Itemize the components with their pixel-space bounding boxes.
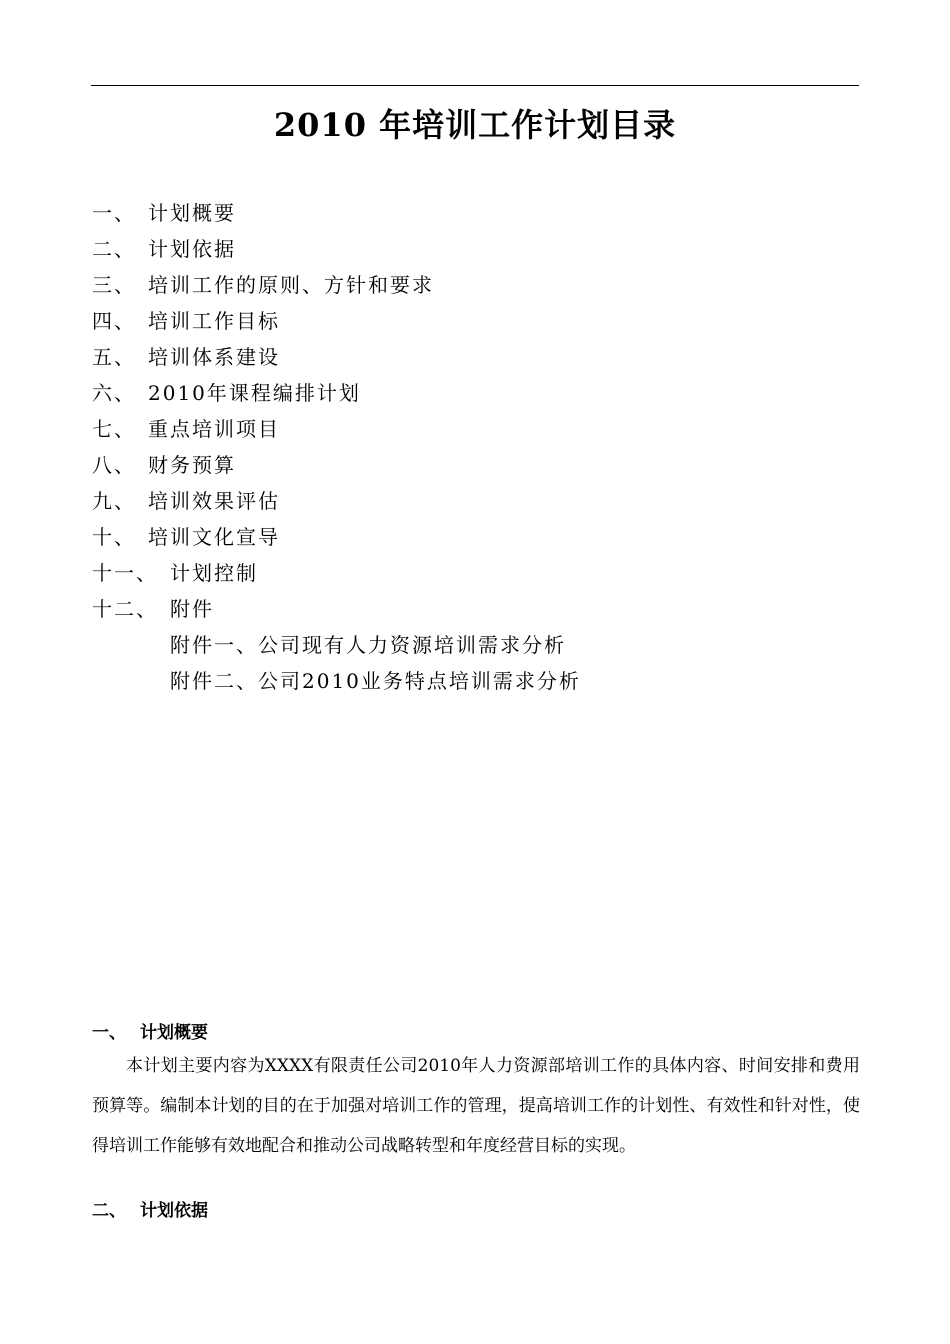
toc-number: 五、 (92, 345, 136, 369)
toc-item[interactable] (92, 378, 581, 414)
section-body: 本计划主要内容为XXXX有限责任公司2010年人力资源部培训工作的具体内容、时间安排和费用预算等。编制本计划的目的在于加强对培训工作的管理，提高培训工作的计划性、有效性和针对性，使得培训工作能够有效地配合和推动公司战略转型和年度经营目标的实现。 (92, 1056, 860, 1156)
toc-item[interactable] (92, 450, 581, 486)
toc-label: 计划依据 (148, 237, 236, 261)
toc-item[interactable] (92, 486, 581, 522)
toc-label: 培训工作的原则、方针和要求 (148, 273, 434, 297)
section-heading (92, 1018, 208, 1043)
toc-number: 一、 (92, 201, 136, 225)
toc-item[interactable] (92, 234, 581, 270)
toc-item[interactable] (92, 522, 581, 558)
toc-item[interactable] (92, 414, 581, 450)
table-of-contents (92, 198, 581, 702)
toc-number: 十二、 (92, 597, 158, 621)
toc-label: 计划概要 (148, 201, 236, 225)
toc-number: 十一、 (92, 561, 158, 585)
toc-label: 附件 (170, 597, 214, 621)
toc-number: 三、 (92, 273, 136, 297)
toc-label: 培训效果评估 (148, 489, 280, 513)
section-number: 一、 (92, 1023, 126, 1043)
section-title: 计划依据 (140, 1201, 208, 1221)
toc-item[interactable] (92, 198, 581, 234)
section-heading (92, 1196, 208, 1221)
toc-item[interactable] (92, 594, 581, 630)
toc-number: 二、 (92, 237, 136, 261)
toc-item[interactable] (92, 306, 581, 342)
toc-number: 十、 (92, 525, 136, 549)
toc-item[interactable] (92, 558, 581, 594)
section-title: 计划概要 (140, 1023, 208, 1043)
toc-label: 计划控制 (170, 561, 258, 585)
toc-appendix-item[interactable]: 附件二、公司2010业务特点培训需求分析 (170, 669, 581, 693)
toc-item[interactable] (92, 270, 581, 306)
page-title: 2010 年培训工作计划目录 (273, 106, 677, 144)
toc-label: 培训工作目标 (148, 309, 280, 333)
section-number: 二、 (92, 1201, 126, 1221)
header-rule (91, 85, 859, 86)
toc-number: 八、 (92, 453, 136, 477)
toc-number: 六、 (92, 381, 136, 405)
toc-number: 九、 (92, 489, 136, 513)
toc-label: 2010年课程编排计划 (148, 381, 361, 405)
toc-label: 培训体系建设 (148, 345, 280, 369)
toc-label: 重点培训项目 (148, 417, 280, 441)
toc-item[interactable] (92, 342, 581, 378)
toc-appendix-item[interactable]: 附件一、公司现有人力资源培训需求分析 (170, 633, 566, 657)
toc-number: 四、 (92, 309, 136, 333)
toc-label: 培训文化宣导 (148, 525, 280, 549)
toc-number: 七、 (92, 417, 136, 441)
toc-label: 财务预算 (148, 453, 236, 477)
